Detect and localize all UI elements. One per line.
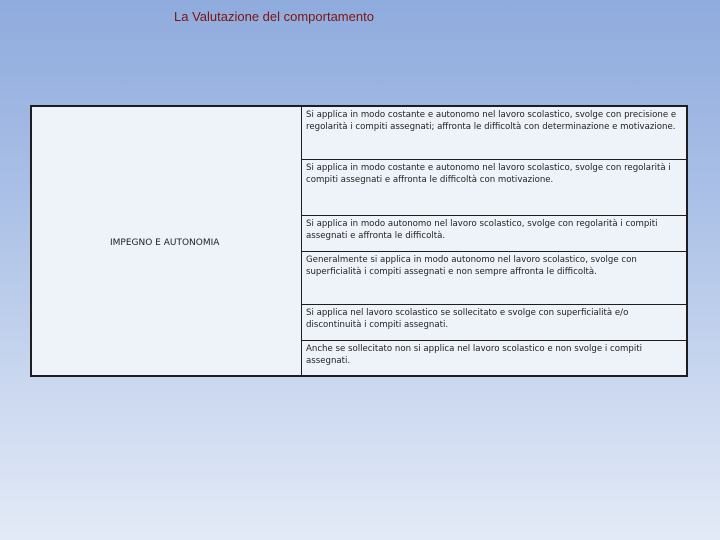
descriptor-row: Si applica in modo costante e autonomo nel lavoro scolastico, svolge con regolarità i compiti assegnati e affronta le difficoltà con motivazione. [302,160,688,216]
descriptor-row: Si applica in modo costante e autonomo nel lavoro scolastico, svolge con precisione e regolarità i compiti assegnati; affronta le difficoltà con determinazione e motivazione. [302,107,688,160]
criterion-label-cell [32,107,302,375]
descriptor-row: Si applica nel lavoro scolastico se sollecitato e svolge con superficialità e/o discontinuità i compiti assegnati. [302,305,688,341]
slide-title: La Valutazione del comportamento [174,9,374,24]
criterion-label: IMPEGNO E AUTONOMIA [110,238,220,248]
evaluation-table [30,105,688,377]
descriptor-row: Si applica in modo autonomo nel lavoro scolastico, svolge con regolarità i compiti assegnati e affronta le difficoltà. [302,216,688,252]
descriptor-row: Generalmente si applica in modo autonomo nel lavoro scolastico, svolge con superficialità i compiti assegnati e non sempre affronta le difficoltà. [302,252,688,305]
descriptor-row: Anche se sollecitato non si applica nel lavoro scolastico e non svolge i compiti assegnati. [306,344,642,367]
